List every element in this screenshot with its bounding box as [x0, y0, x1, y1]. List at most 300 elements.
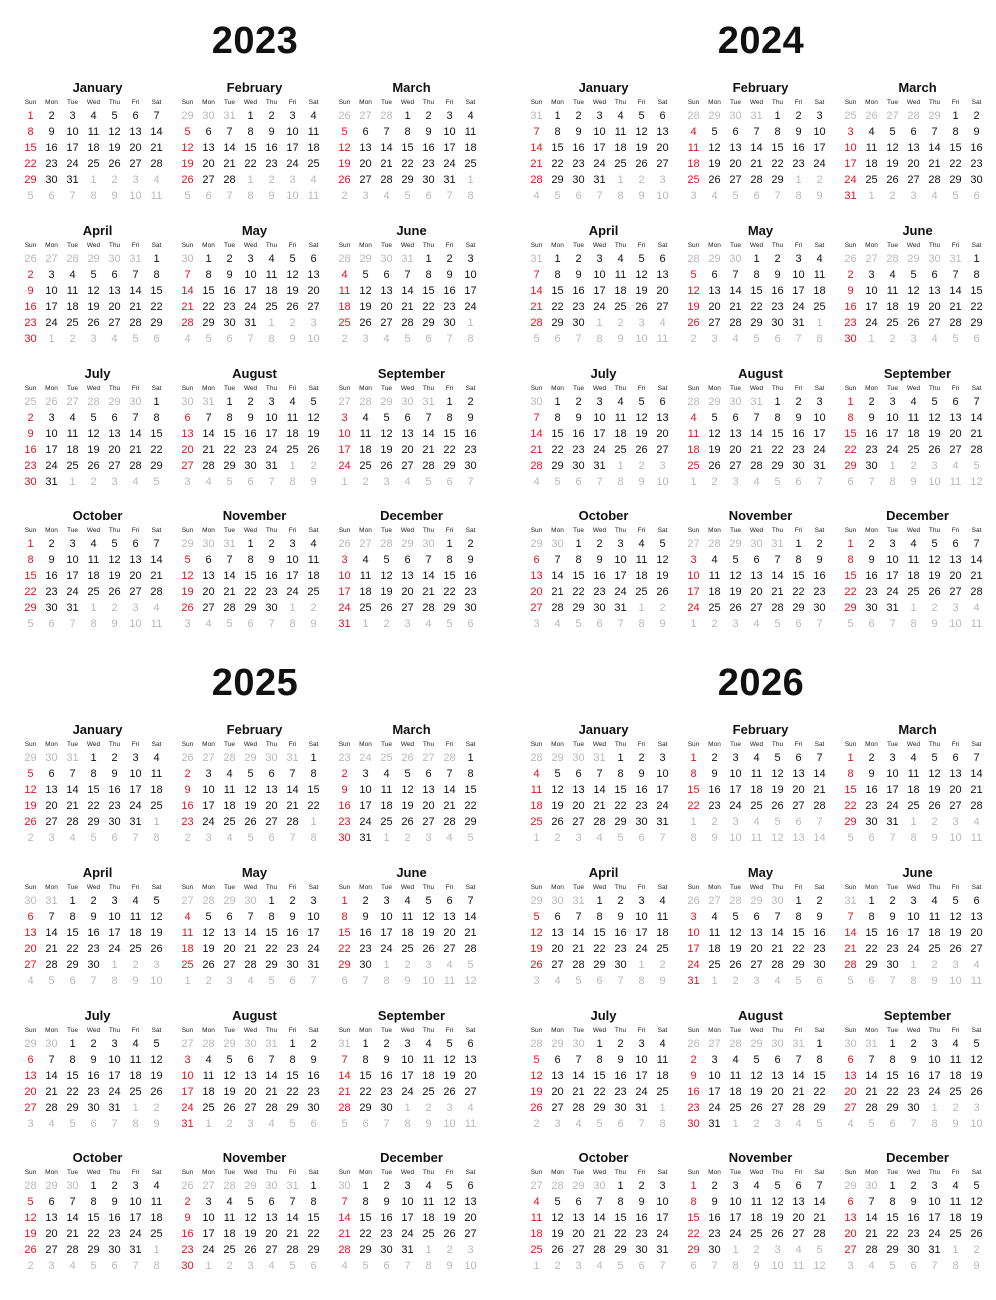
day-cell-next-month: 8 — [404, 1118, 411, 1130]
day-cell-next-month: 6 — [868, 618, 875, 630]
weekday-label: Sat — [151, 241, 162, 249]
day-cell-next-month: 5 — [205, 333, 212, 345]
day-cell-previous-month: 28 — [338, 253, 351, 265]
day-cell-sunday: 1 — [847, 538, 854, 550]
day-cell-sunday: 21 — [181, 301, 194, 313]
weekday-label: Tue — [730, 1026, 741, 1034]
weekday-label: Sun — [24, 384, 37, 392]
day-cell-next-month: 4 — [753, 816, 760, 828]
weekday-label: Tue — [887, 241, 898, 249]
day-cell: 20 — [928, 301, 941, 313]
day-cell-next-month: 6 — [205, 190, 212, 202]
day-cell-previous-month: 30 — [401, 396, 414, 408]
day-cell: 23 — [614, 1086, 627, 1098]
day-cell: 14 — [593, 784, 606, 796]
day-cell-next-month: 8 — [910, 832, 917, 844]
day-cell-sunday: 6 — [847, 1196, 854, 1208]
weekday-label: Fri — [637, 740, 646, 748]
day-cell: 14 — [970, 554, 983, 566]
day-cell-previous-month: 29 — [708, 396, 721, 408]
month-november — [683, 508, 830, 632]
day-cell: 14 — [401, 285, 414, 297]
day-cell-next-month: 3 — [226, 975, 233, 987]
week-row — [840, 957, 987, 973]
day-cell-next-month: 10 — [635, 333, 648, 345]
day-cell: 19 — [307, 428, 320, 440]
day-cell: 8 — [617, 1196, 624, 1208]
day-cell-sunday: 19 — [687, 301, 700, 313]
day-cell: 22 — [307, 1228, 320, 1240]
day-cell-next-month: 2 — [533, 1118, 540, 1130]
day-cell-next-month: 6 — [362, 1118, 369, 1130]
week-row — [20, 267, 167, 283]
day-cell: 1 — [889, 1180, 896, 1192]
day-cell: 20 — [729, 444, 742, 456]
month-title: February — [732, 722, 789, 737]
day-cell: 18 — [729, 1086, 742, 1098]
day-cell: 22 — [551, 444, 564, 456]
day-cell-next-month: 2 — [931, 816, 938, 828]
day-cell-next-month: 3 — [153, 959, 160, 971]
weekday-label: Thu — [771, 1168, 784, 1176]
day-cell-next-month: 11 — [464, 1118, 477, 1130]
day-cell-sunday: 4 — [184, 911, 191, 923]
day-cell-sunday: 21 — [338, 1228, 351, 1240]
day-cell: 11 — [359, 570, 372, 582]
weekday-label: Wed — [906, 1026, 921, 1034]
weekday-label: Sat — [814, 883, 825, 891]
day-cell: 22 — [886, 1086, 899, 1098]
day-cell: 19 — [708, 444, 721, 456]
day-cell: 22 — [614, 800, 627, 812]
day-cell-sunday: 3 — [690, 554, 697, 566]
day-cell: 13 — [750, 927, 763, 939]
day-cell-next-month: 6 — [310, 1260, 317, 1272]
weekday-label: Tue — [224, 883, 235, 891]
day-cell-next-month: 3 — [533, 975, 540, 987]
day-cell: 27 — [750, 959, 763, 971]
week-row — [683, 893, 830, 909]
day-cell: 17 — [359, 800, 372, 812]
day-cell: 20 — [464, 1212, 477, 1224]
month-grid — [526, 524, 673, 632]
day-cell: 22 — [593, 1086, 606, 1098]
weekday-label: Fri — [951, 1168, 960, 1176]
day-cell-sunday: 30 — [338, 832, 351, 844]
week-row — [20, 426, 167, 442]
day-cell: 2 — [910, 1038, 917, 1050]
day-cell-previous-month: 28 — [24, 1180, 37, 1192]
weekday-label: Wed — [86, 98, 101, 106]
day-cell-next-month: 6 — [69, 975, 76, 987]
day-cell: 6 — [310, 253, 317, 265]
day-cell-next-month: 3 — [90, 333, 97, 345]
day-cell: 24 — [108, 943, 121, 955]
day-cell: 8 — [467, 768, 474, 780]
weekday-label: Thu — [422, 526, 435, 534]
weekday-label: Mon — [202, 740, 215, 748]
day-cell-sunday: 1 — [690, 752, 697, 764]
day-cell: 3 — [596, 396, 603, 408]
day-cell: 26 — [150, 943, 163, 955]
day-cell: 3 — [711, 1054, 718, 1066]
day-cell: 29 — [614, 816, 627, 828]
day-cell: 22 — [865, 943, 878, 955]
week-row — [334, 925, 481, 941]
day-cell-sunday: 19 — [181, 586, 194, 598]
day-cell-sunday: 11 — [181, 927, 194, 939]
day-cell: 22 — [572, 586, 585, 598]
day-cell: 6 — [753, 911, 760, 923]
day-cell: 23 — [87, 1086, 100, 1098]
weekday-header-row — [526, 239, 673, 251]
day-cell-next-month: 2 — [690, 333, 697, 345]
week-row — [334, 299, 481, 315]
day-cell: 1 — [554, 110, 561, 122]
day-cell: 15 — [792, 570, 805, 582]
day-cell-previous-month: 30 — [108, 253, 121, 265]
day-cell: 12 — [635, 412, 648, 424]
day-cell-next-month: 8 — [383, 975, 390, 987]
day-cell: 1 — [554, 253, 561, 265]
day-cell-next-month: 3 — [575, 832, 582, 844]
day-cell: 12 — [307, 412, 320, 424]
day-cell: 25 — [907, 800, 920, 812]
day-cell: 26 — [359, 317, 372, 329]
weekday-label: Sun — [844, 526, 857, 534]
day-cell: 13 — [422, 784, 435, 796]
weekday-label: Thu — [614, 883, 627, 891]
day-cell-next-month: 8 — [467, 190, 474, 202]
day-cell-next-month: 6 — [425, 333, 432, 345]
day-cell-next-month: 3 — [659, 174, 666, 186]
day-cell-next-month: 8 — [638, 975, 645, 987]
day-cell-next-month: 4 — [533, 190, 540, 202]
day-cell-sunday: 29 — [24, 174, 37, 186]
day-cell: 31 — [66, 174, 79, 186]
day-cell: 11 — [150, 1196, 163, 1208]
day-cell: 20 — [265, 1228, 278, 1240]
weekday-label: Fri — [445, 526, 454, 534]
day-cell-sunday: 1 — [341, 895, 348, 907]
day-cell: 18 — [307, 570, 320, 582]
day-cell: 5 — [111, 538, 118, 550]
weekday-header-row — [20, 239, 167, 251]
day-cell-next-month: 7 — [638, 1118, 645, 1130]
day-cell-next-month: 1 — [69, 476, 76, 488]
day-cell: 20 — [108, 301, 121, 313]
day-cell-previous-month: 30 — [729, 253, 742, 265]
day-cell-next-month: 1 — [467, 317, 474, 329]
month-december — [334, 508, 481, 632]
week-row — [334, 957, 481, 973]
month-title: October — [578, 508, 629, 523]
day-cell: 25 — [949, 1086, 962, 1098]
day-cell: 8 — [247, 554, 254, 566]
week-row — [334, 616, 481, 632]
day-cell: 24 — [593, 444, 606, 456]
day-cell: 15 — [223, 428, 236, 440]
day-cell: 12 — [928, 412, 941, 424]
day-cell-sunday: 21 — [530, 158, 543, 170]
weekday-label: Tue — [67, 526, 78, 534]
month-grid — [334, 1166, 481, 1274]
week-row — [177, 1210, 324, 1226]
week-row — [177, 1194, 324, 1210]
weekday-label: Wed — [749, 241, 764, 249]
day-cell: 30 — [635, 816, 648, 828]
day-cell: 24 — [286, 158, 299, 170]
weekday-header-row — [526, 96, 673, 108]
day-cell-next-month: 5 — [816, 1118, 823, 1130]
day-cell: 4 — [952, 1038, 959, 1050]
day-cell-next-month: 4 — [711, 190, 718, 202]
week-row — [683, 188, 830, 204]
day-cell-next-month: 2 — [383, 618, 390, 630]
day-cell-next-month: 1 — [341, 476, 348, 488]
day-cell-sunday: 8 — [27, 554, 34, 566]
day-cell: 2 — [48, 110, 55, 122]
day-cell: 2 — [617, 895, 624, 907]
day-cell: 11 — [635, 554, 648, 566]
day-cell-next-month: 5 — [404, 190, 411, 202]
week-row — [334, 394, 481, 410]
weekday-label: Sun — [844, 1026, 857, 1034]
day-cell: 12 — [708, 142, 721, 154]
weekday-label: Sun — [530, 526, 543, 534]
day-cell: 4 — [910, 396, 917, 408]
day-cell: 1 — [247, 538, 254, 550]
day-cell: 10 — [708, 1070, 721, 1082]
weekday-label: Sun — [530, 384, 543, 392]
week-row — [526, 283, 673, 299]
day-cell: 3 — [310, 895, 317, 907]
day-cell: 28 — [223, 174, 236, 186]
weekday-header-row — [683, 738, 830, 750]
day-cell: 31 — [886, 602, 899, 614]
day-cell: 19 — [635, 142, 648, 154]
day-cell-sunday: 2 — [27, 269, 34, 281]
day-cell: 29 — [443, 460, 456, 472]
day-cell-next-month: 4 — [533, 476, 540, 488]
weekday-label: Fri — [445, 241, 454, 249]
week-row — [526, 1258, 673, 1274]
day-cell: 12 — [150, 911, 163, 923]
day-cell: 8 — [268, 911, 275, 923]
day-cell: 24 — [45, 317, 58, 329]
weekday-label: Wed — [86, 740, 101, 748]
day-cell: 27 — [443, 943, 456, 955]
day-cell: 12 — [244, 1212, 257, 1224]
day-cell: 24 — [202, 816, 215, 828]
weekday-label: Sat — [814, 526, 825, 534]
day-cell: 27 — [307, 301, 320, 313]
week-row — [683, 568, 830, 584]
day-cell: 10 — [886, 768, 899, 780]
day-cell-sunday: 9 — [27, 285, 34, 297]
day-cell: 5 — [774, 1180, 781, 1192]
day-cell-next-month: 5 — [132, 333, 139, 345]
day-cell: 2 — [575, 253, 582, 265]
day-cell: 14 — [150, 554, 163, 566]
day-cell: 30 — [907, 1244, 920, 1256]
week-row — [840, 267, 987, 283]
day-cell-next-month: 9 — [268, 190, 275, 202]
day-cell: 24 — [129, 800, 142, 812]
day-cell: 13 — [265, 784, 278, 796]
day-cell-sunday: 22 — [844, 800, 857, 812]
day-cell: 1 — [774, 110, 781, 122]
day-cell: 4 — [226, 1196, 233, 1208]
month-grid — [840, 881, 987, 989]
weekday-header-row — [177, 382, 324, 394]
weekday-label: Tue — [381, 740, 392, 748]
day-cell-next-month: 6 — [889, 1118, 896, 1130]
day-cell: 5 — [711, 412, 718, 424]
day-cell: 15 — [813, 1070, 826, 1082]
week-row — [334, 893, 481, 909]
day-cell: 9 — [90, 911, 97, 923]
day-cell: 20 — [380, 301, 393, 313]
week-row — [20, 973, 167, 989]
day-cell: 7 — [868, 1196, 875, 1208]
week-row — [526, 1036, 673, 1052]
day-cell: 18 — [907, 428, 920, 440]
day-cell: 17 — [129, 1212, 142, 1224]
week-row — [840, 552, 987, 568]
day-cell: 5 — [732, 554, 739, 566]
day-cell: 20 — [443, 927, 456, 939]
weekday-label: Tue — [224, 241, 235, 249]
day-cell: 20 — [792, 1212, 805, 1224]
week-row — [526, 1116, 673, 1132]
month-title: November — [222, 1150, 287, 1165]
day-cell-previous-month: 31 — [865, 1038, 878, 1050]
day-cell: 30 — [792, 460, 805, 472]
weekday-label: Wed — [906, 241, 921, 249]
weekday-label: Thu — [422, 384, 435, 392]
day-cell: 26 — [307, 444, 320, 456]
day-cell: 28 — [970, 444, 983, 456]
day-cell-previous-month: 28 — [66, 253, 79, 265]
day-cell: 1 — [952, 110, 959, 122]
day-cell: 18 — [66, 444, 79, 456]
day-cell: 12 — [443, 1196, 456, 1208]
day-cell: 19 — [656, 570, 669, 582]
day-cell: 6 — [111, 412, 118, 424]
weekday-label: Thu — [614, 1168, 627, 1176]
day-cell-next-month: 9 — [111, 190, 118, 202]
week-row — [840, 474, 987, 490]
day-cell: 23 — [792, 158, 805, 170]
day-cell: 14 — [129, 428, 142, 440]
day-cell-previous-month: 27 — [708, 895, 721, 907]
weekday-label: Thu — [614, 740, 627, 748]
day-cell: 14 — [443, 784, 456, 796]
day-cell: 10 — [593, 126, 606, 138]
week-row — [334, 1052, 481, 1068]
day-cell: 9 — [910, 1196, 917, 1208]
day-cell-next-month: 9 — [659, 975, 666, 987]
week-row — [20, 1226, 167, 1242]
day-cell: 19 — [771, 784, 784, 796]
day-cell: 27 — [928, 317, 941, 329]
day-cell-next-month: 1 — [732, 1118, 739, 1130]
day-cell: 27 — [551, 959, 564, 971]
day-cell: 18 — [708, 943, 721, 955]
day-cell: 8 — [554, 412, 561, 424]
day-cell-next-month: 10 — [949, 832, 962, 844]
day-cell-sunday: 31 — [687, 975, 700, 987]
day-cell: 30 — [464, 602, 477, 614]
day-cell: 5 — [711, 126, 718, 138]
weekday-label: Tue — [381, 1026, 392, 1034]
day-cell: 8 — [795, 911, 802, 923]
day-cell-next-month: 2 — [554, 832, 561, 844]
day-cell-previous-month: 31 — [792, 1038, 805, 1050]
day-cell-previous-month: 31 — [338, 1038, 351, 1050]
day-cell: 4 — [383, 768, 390, 780]
day-cell-next-month: 2 — [310, 602, 317, 614]
day-cell-next-month: 8 — [289, 618, 296, 630]
weekday-label: Tue — [573, 1168, 584, 1176]
day-cell-previous-month: 31 — [572, 895, 585, 907]
day-cell-sunday: 8 — [690, 1196, 697, 1208]
day-cell-next-month: 3 — [753, 975, 760, 987]
day-cell: 11 — [87, 126, 100, 138]
week-row — [177, 766, 324, 782]
weekday-label: Thu — [928, 384, 941, 392]
day-cell: 17 — [614, 570, 627, 582]
day-cell-sunday: 6 — [184, 412, 191, 424]
day-cell: 30 — [572, 460, 585, 472]
day-cell: 20 — [464, 1070, 477, 1082]
weekday-label: Wed — [906, 1168, 921, 1176]
weekday-label: Wed — [400, 1168, 415, 1176]
day-cell-next-month: 3 — [184, 618, 191, 630]
day-cell: 11 — [422, 1196, 435, 1208]
day-cell: 22 — [66, 1086, 79, 1098]
weekday-header-row — [526, 881, 673, 893]
day-cell-next-month: 1 — [111, 959, 118, 971]
weekday-label: Wed — [243, 883, 258, 891]
day-cell-next-month: 4 — [732, 333, 739, 345]
day-cell: 26 — [244, 1244, 257, 1256]
year-title: 2026 — [717, 662, 805, 704]
day-cell: 25 — [359, 460, 372, 472]
week-row — [20, 957, 167, 973]
day-cell: 8 — [247, 126, 254, 138]
day-cell: 8 — [774, 412, 781, 424]
week-row — [683, 1084, 830, 1100]
day-cell: 9 — [48, 554, 55, 566]
day-cell: 27 — [907, 174, 920, 186]
weekday-label: Sat — [151, 1168, 162, 1176]
day-cell-previous-month: 29 — [530, 538, 543, 550]
day-cell: 2 — [816, 538, 823, 550]
day-cell: 22 — [792, 943, 805, 955]
day-cell-sunday: 29 — [844, 816, 857, 828]
day-cell-next-month: 5 — [268, 975, 275, 987]
weekday-label: Mon — [551, 1026, 564, 1034]
week-row — [840, 426, 987, 442]
day-cell: 31 — [708, 1118, 721, 1130]
week-row — [20, 1258, 167, 1274]
day-cell: 2 — [90, 1038, 97, 1050]
day-cell-previous-month: 30 — [66, 1180, 79, 1192]
day-cell: 7 — [753, 412, 760, 424]
week-row — [683, 766, 830, 782]
